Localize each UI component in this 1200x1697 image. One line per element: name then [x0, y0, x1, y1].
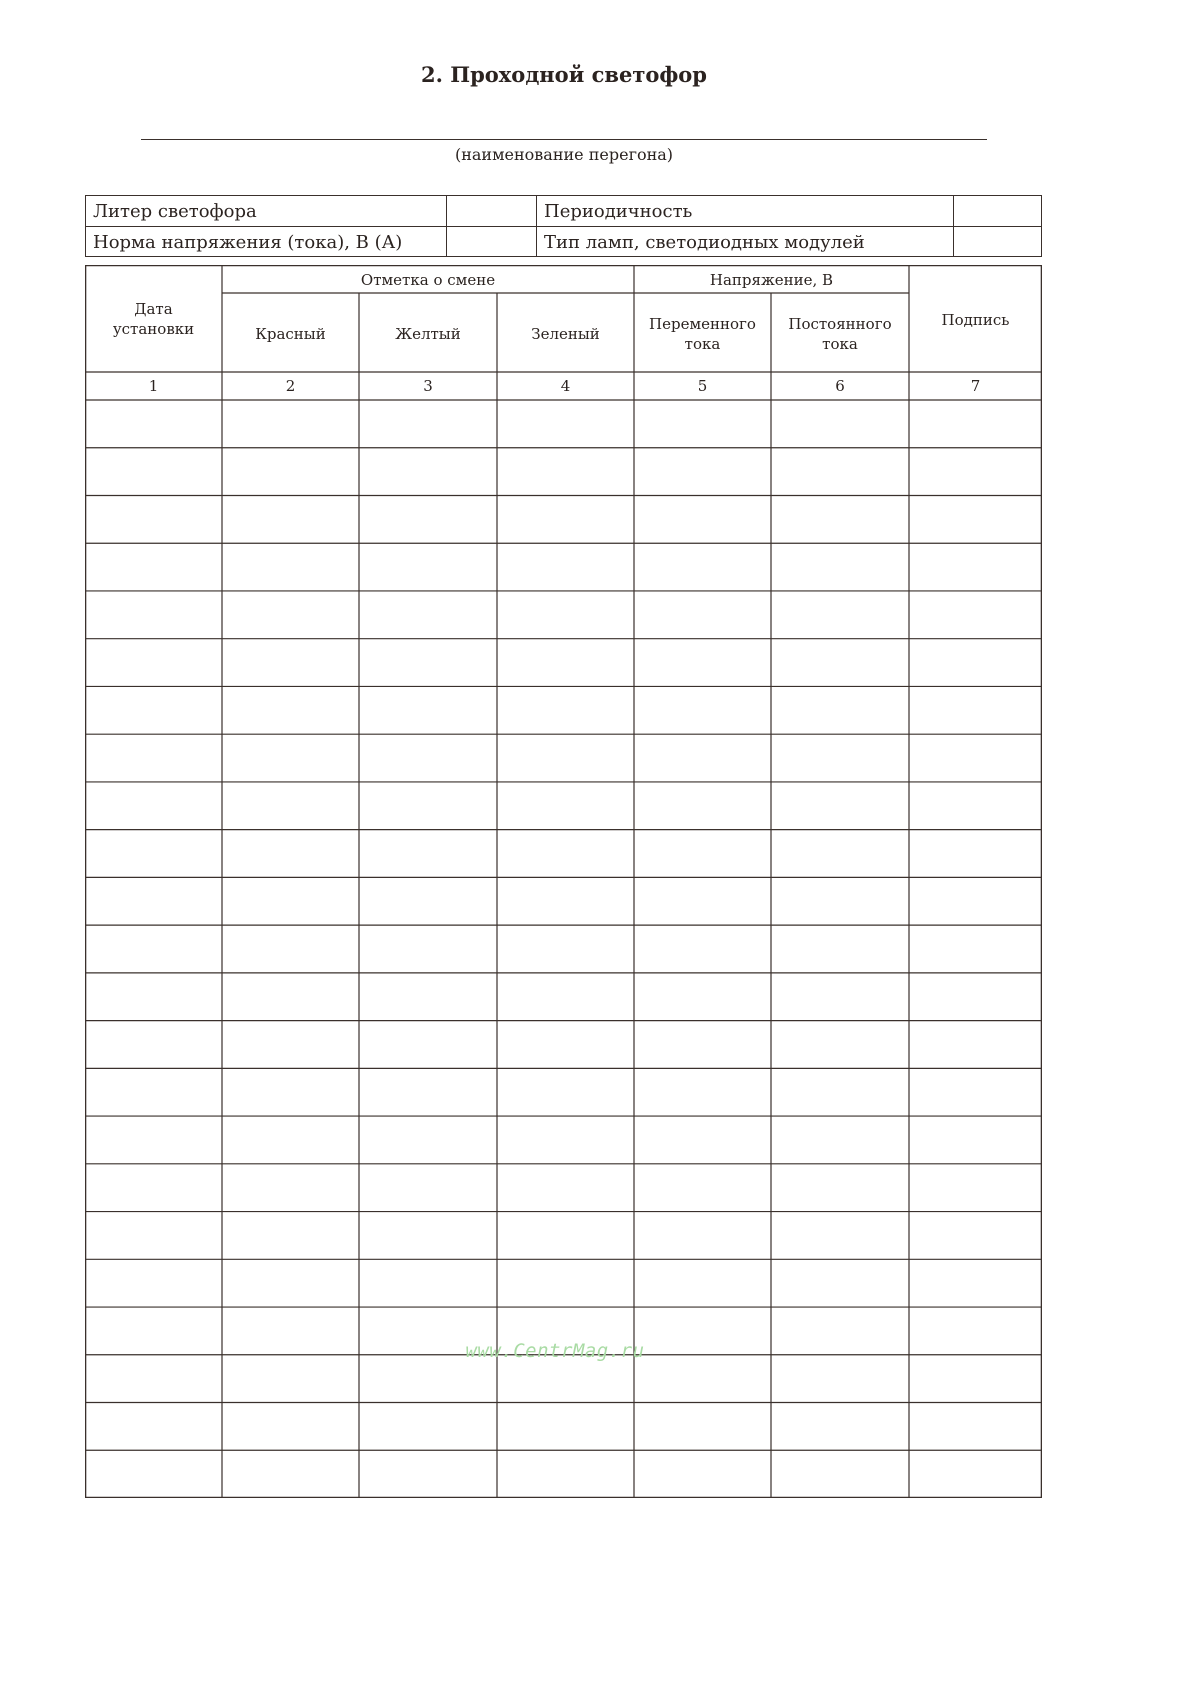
table-entry-cell[interactable]	[360, 974, 496, 1020]
col-header-dc	[771, 314, 909, 354]
table-entry-cell[interactable]	[772, 1451, 908, 1497]
table-entry-cell[interactable]	[86, 449, 221, 495]
table-entry-cell[interactable]	[910, 1165, 1041, 1211]
table-entry-cell[interactable]	[86, 974, 221, 1020]
table-entry-cell[interactable]	[223, 687, 358, 733]
table-entry-cell[interactable]	[223, 1404, 358, 1450]
table-entry-cell[interactable]	[772, 831, 908, 877]
col-header-yellow: Желтый	[395, 325, 461, 343]
table-entry-cell[interactable]	[910, 1451, 1041, 1497]
table-entry-cell[interactable]	[223, 1069, 358, 1115]
site-watermark: www.CentrMag.ru	[465, 1340, 645, 1362]
page-title: 2. Проходной светофор	[421, 62, 707, 87]
table-entry-cell[interactable]	[910, 1213, 1041, 1259]
table-entry-cell[interactable]	[86, 783, 221, 829]
table-entry-cell[interactable]	[360, 735, 496, 781]
table-entry-cell[interactable]	[360, 401, 496, 447]
periodicity-field[interactable]	[953, 196, 1043, 226]
voltage-norm-label: Норма напряжения (тока), В (А)	[93, 232, 403, 253]
table-entry-cell[interactable]	[86, 831, 221, 877]
col-header-dc-line2: тока	[822, 335, 858, 353]
table-entry-cell[interactable]	[635, 1451, 770, 1497]
table-entry-cell[interactable]	[772, 640, 908, 686]
table-entry-cell[interactable]	[223, 878, 358, 924]
table-entry-cell[interactable]	[635, 926, 770, 972]
lamp-change-log-table	[85, 265, 1042, 1498]
table-entry-cell[interactable]	[360, 1451, 496, 1497]
table-entry-cell[interactable]	[772, 687, 908, 733]
table-entry-cell[interactable]	[910, 1117, 1041, 1163]
table-entry-cell[interactable]	[635, 735, 770, 781]
table-entry-cell[interactable]	[86, 1356, 221, 1402]
table-entry-cell[interactable]	[635, 592, 770, 638]
group-header-voltage: Напряжение, В	[709, 271, 834, 289]
table-entry-cell[interactable]	[498, 496, 633, 542]
table-entry-cell[interactable]	[635, 1260, 770, 1306]
table-entry-cell[interactable]	[910, 687, 1041, 733]
table-entry-cell[interactable]	[86, 926, 221, 972]
table-entry-cell[interactable]	[498, 1069, 633, 1115]
table-entry-cell[interactable]	[223, 783, 358, 829]
table-entry-cell[interactable]	[635, 1117, 770, 1163]
table-entry-cell[interactable]	[360, 1117, 496, 1163]
table-entry-cell[interactable]	[223, 1213, 358, 1259]
signal-letter-field[interactable]	[446, 196, 536, 226]
table-entry-cell[interactable]	[86, 544, 221, 590]
table-entry-cell[interactable]	[635, 687, 770, 733]
table-entry-cell[interactable]	[635, 1069, 770, 1115]
table-entry-cell[interactable]	[360, 1213, 496, 1259]
table-entry-cell[interactable]	[86, 1022, 221, 1068]
table-entry-cell[interactable]	[498, 1117, 633, 1163]
table-entry-cell[interactable]	[910, 640, 1041, 686]
table-entry-cell[interactable]	[635, 1022, 770, 1068]
table-entry-cell[interactable]	[635, 1213, 770, 1259]
table-entry-cell[interactable]	[360, 783, 496, 829]
table-entry-cell[interactable]	[498, 1356, 633, 1402]
table-entry-cell[interactable]	[910, 1260, 1041, 1306]
table-entry-cell[interactable]	[772, 449, 908, 495]
col-header-date	[85, 299, 222, 339]
table-entry-cell[interactable]	[86, 1451, 221, 1497]
col-number-3: 3	[423, 377, 433, 395]
table-entry-cell[interactable]	[772, 1117, 908, 1163]
table-entry-cell[interactable]	[498, 1260, 633, 1306]
col-header-ac	[634, 314, 771, 354]
table-entry-cell[interactable]	[635, 878, 770, 924]
table-entry-cell[interactable]	[498, 449, 633, 495]
table-entry-cell[interactable]	[498, 878, 633, 924]
table-entry-cell[interactable]	[223, 544, 358, 590]
table-entry-cell[interactable]	[635, 544, 770, 590]
table-entry-cell[interactable]	[360, 496, 496, 542]
table-entry-cell[interactable]	[498, 831, 633, 877]
table-entry-cell[interactable]	[360, 1356, 496, 1402]
table-entry-cell[interactable]	[223, 496, 358, 542]
table-entry-cell[interactable]	[86, 640, 221, 686]
table-entry-cell[interactable]	[635, 640, 770, 686]
table-entry-cell[interactable]	[910, 449, 1041, 495]
table-entry-cell[interactable]	[772, 974, 908, 1020]
table-entry-cell[interactable]	[498, 687, 633, 733]
table-entry-cell[interactable]	[772, 1165, 908, 1211]
table-entry-cell[interactable]	[498, 926, 633, 972]
table-entry-cell[interactable]	[223, 1356, 358, 1402]
table-entry-cell[interactable]	[498, 735, 633, 781]
col-number-2: 2	[285, 377, 296, 395]
table-entry-cell[interactable]	[910, 1069, 1041, 1115]
table-entry-cell[interactable]	[635, 783, 770, 829]
table-entry-cell[interactable]	[772, 1022, 908, 1068]
col-header-date-line1: Дата	[134, 300, 173, 318]
table-entry-cell[interactable]	[772, 544, 908, 590]
table-entry-cell[interactable]	[360, 926, 496, 972]
table-entry-cell[interactable]	[910, 592, 1041, 638]
table-entry-cell[interactable]	[772, 878, 908, 924]
table-entry-cell[interactable]	[86, 1165, 221, 1211]
table-entry-cell[interactable]	[772, 496, 908, 542]
table-entry-cell[interactable]	[498, 1022, 633, 1068]
lamp-type-label: Тип ламп, светодиодных модулей	[536, 227, 953, 257]
table-entry-cell[interactable]	[910, 878, 1041, 924]
table-entry-cell[interactable]	[910, 926, 1041, 972]
info-row-2	[86, 226, 1041, 257]
col-header-ac-line1: Переменного	[649, 315, 756, 333]
table-entry-cell[interactable]	[86, 878, 221, 924]
table-entry-cell[interactable]	[360, 878, 496, 924]
table-entry-cell[interactable]	[498, 1213, 633, 1259]
table-entry-cell[interactable]	[360, 831, 496, 877]
table-entry-cell[interactable]	[635, 449, 770, 495]
table-entry-cell[interactable]	[498, 1451, 633, 1497]
table-entry-cell[interactable]	[223, 401, 358, 447]
table-entry-cell[interactable]	[772, 783, 908, 829]
table-entry-cell[interactable]	[498, 974, 633, 1020]
col-header-date-line2: установки	[112, 320, 195, 338]
col-number-7: 7	[970, 377, 981, 395]
table-entry-cell[interactable]	[498, 640, 633, 686]
table-entry-cell[interactable]	[498, 783, 633, 829]
periodicity-label: Периодичность	[536, 196, 953, 226]
table-entry-cell[interactable]	[86, 1117, 221, 1163]
table-entry-cell[interactable]	[360, 1165, 496, 1211]
table-entry-cell[interactable]	[86, 1069, 221, 1115]
table-entry-cell[interactable]	[360, 1404, 496, 1450]
table-entry-cell[interactable]	[223, 1260, 358, 1306]
col-header-dc-line1: Постоянного	[788, 315, 892, 333]
table-entry-cell[interactable]	[223, 1022, 358, 1068]
col-number-4: 4	[560, 377, 571, 395]
signal-info-table	[85, 195, 1042, 257]
table-entry-cell[interactable]	[360, 640, 496, 686]
table-entry-cell[interactable]	[635, 1356, 770, 1402]
table-entry-cell[interactable]	[910, 1404, 1041, 1450]
table-entry-cell[interactable]	[910, 974, 1041, 1020]
table-entry-cell[interactable]	[772, 1213, 908, 1259]
table-entry-cell[interactable]	[635, 401, 770, 447]
lamp-type-field[interactable]	[953, 227, 1043, 257]
col-header-green: Зеленый	[531, 325, 600, 343]
table-entry-cell[interactable]	[772, 1069, 908, 1115]
col-number-6: 6	[835, 377, 845, 395]
col-header-ac-line2: тока	[684, 335, 721, 353]
table-entry-cell[interactable]	[86, 496, 221, 542]
table-entry-cell[interactable]	[910, 1356, 1041, 1402]
table-entry-cell[interactable]	[498, 401, 633, 447]
table-entry-cell[interactable]	[86, 1260, 221, 1306]
col-header-red: Красный	[255, 325, 326, 343]
voltage-norm-field[interactable]	[446, 227, 536, 257]
table-entry-cell[interactable]	[360, 1022, 496, 1068]
table-entry-cell[interactable]	[223, 735, 358, 781]
table-entry-cell[interactable]	[223, 640, 358, 686]
col-header-signature: Подпись	[941, 311, 1010, 329]
table-entry-cell[interactable]	[910, 783, 1041, 829]
table-entry-cell[interactable]	[635, 831, 770, 877]
table-entry-cell[interactable]	[910, 401, 1041, 447]
table-entry-cell[interactable]	[910, 831, 1041, 877]
table-entry-cell[interactable]	[635, 496, 770, 542]
col-number-1: 1	[148, 377, 159, 395]
table-entry-cell[interactable]	[360, 592, 496, 638]
table-entry-cell[interactable]	[223, 1117, 358, 1163]
col-number-5: 5	[697, 377, 708, 395]
table-entry-cell[interactable]	[86, 1404, 221, 1450]
table-entry-cell[interactable]	[223, 926, 358, 972]
table-entry-cell[interactable]	[772, 592, 908, 638]
table-entry-cell[interactable]	[772, 735, 908, 781]
table-entry-cell[interactable]	[360, 544, 496, 590]
table-entry-cell[interactable]	[910, 496, 1041, 542]
table-entry-cell[interactable]	[772, 926, 908, 972]
table-entry-cell[interactable]	[498, 1165, 633, 1211]
table-grid-lines	[85, 265, 1042, 1498]
info-row-1	[86, 196, 1041, 226]
table-entry-cell[interactable]	[772, 1404, 908, 1450]
table-entry-cell[interactable]	[635, 1404, 770, 1450]
table-entry-cell[interactable]	[772, 1260, 908, 1306]
table-entry-cell[interactable]	[772, 1356, 908, 1402]
table-entry-cell[interactable]	[498, 592, 633, 638]
table-entry-cell[interactable]	[223, 449, 358, 495]
table-entry-cell[interactable]	[360, 687, 496, 733]
table-entry-cell[interactable]	[498, 544, 633, 590]
table-entry-cell[interactable]	[360, 449, 496, 495]
table-entry-cell[interactable]	[223, 1165, 358, 1211]
table-entry-cell[interactable]	[86, 1213, 221, 1259]
table-entry-cell[interactable]	[498, 1404, 633, 1450]
stretch-name-underline	[141, 139, 987, 140]
stretch-name-caption: (наименование перегона)	[454, 145, 674, 164]
table-entry-cell[interactable]	[86, 592, 221, 638]
table-entry-cell[interactable]	[86, 735, 221, 781]
table-entry-cell[interactable]	[910, 544, 1041, 590]
signal-letter-label: Литер светофора	[93, 201, 257, 222]
table-entry-cell[interactable]	[86, 687, 221, 733]
table-entry-cell[interactable]	[223, 831, 358, 877]
table-entry-cell[interactable]	[360, 1260, 496, 1306]
table-entry-cell[interactable]	[635, 1165, 770, 1211]
table-entry-cell[interactable]	[223, 592, 358, 638]
table-entry-cell[interactable]	[772, 401, 908, 447]
table-entry-cell[interactable]	[223, 974, 358, 1020]
group-header-change: Отметка о смене	[360, 271, 496, 289]
table-entry-cell[interactable]	[86, 401, 221, 447]
table-entry-cell[interactable]	[223, 1451, 358, 1497]
table-entry-cell[interactable]	[635, 974, 770, 1020]
table-entry-cell[interactable]	[360, 1069, 496, 1115]
table-entry-cell[interactable]	[910, 1022, 1041, 1068]
table-entry-cell[interactable]	[910, 735, 1041, 781]
